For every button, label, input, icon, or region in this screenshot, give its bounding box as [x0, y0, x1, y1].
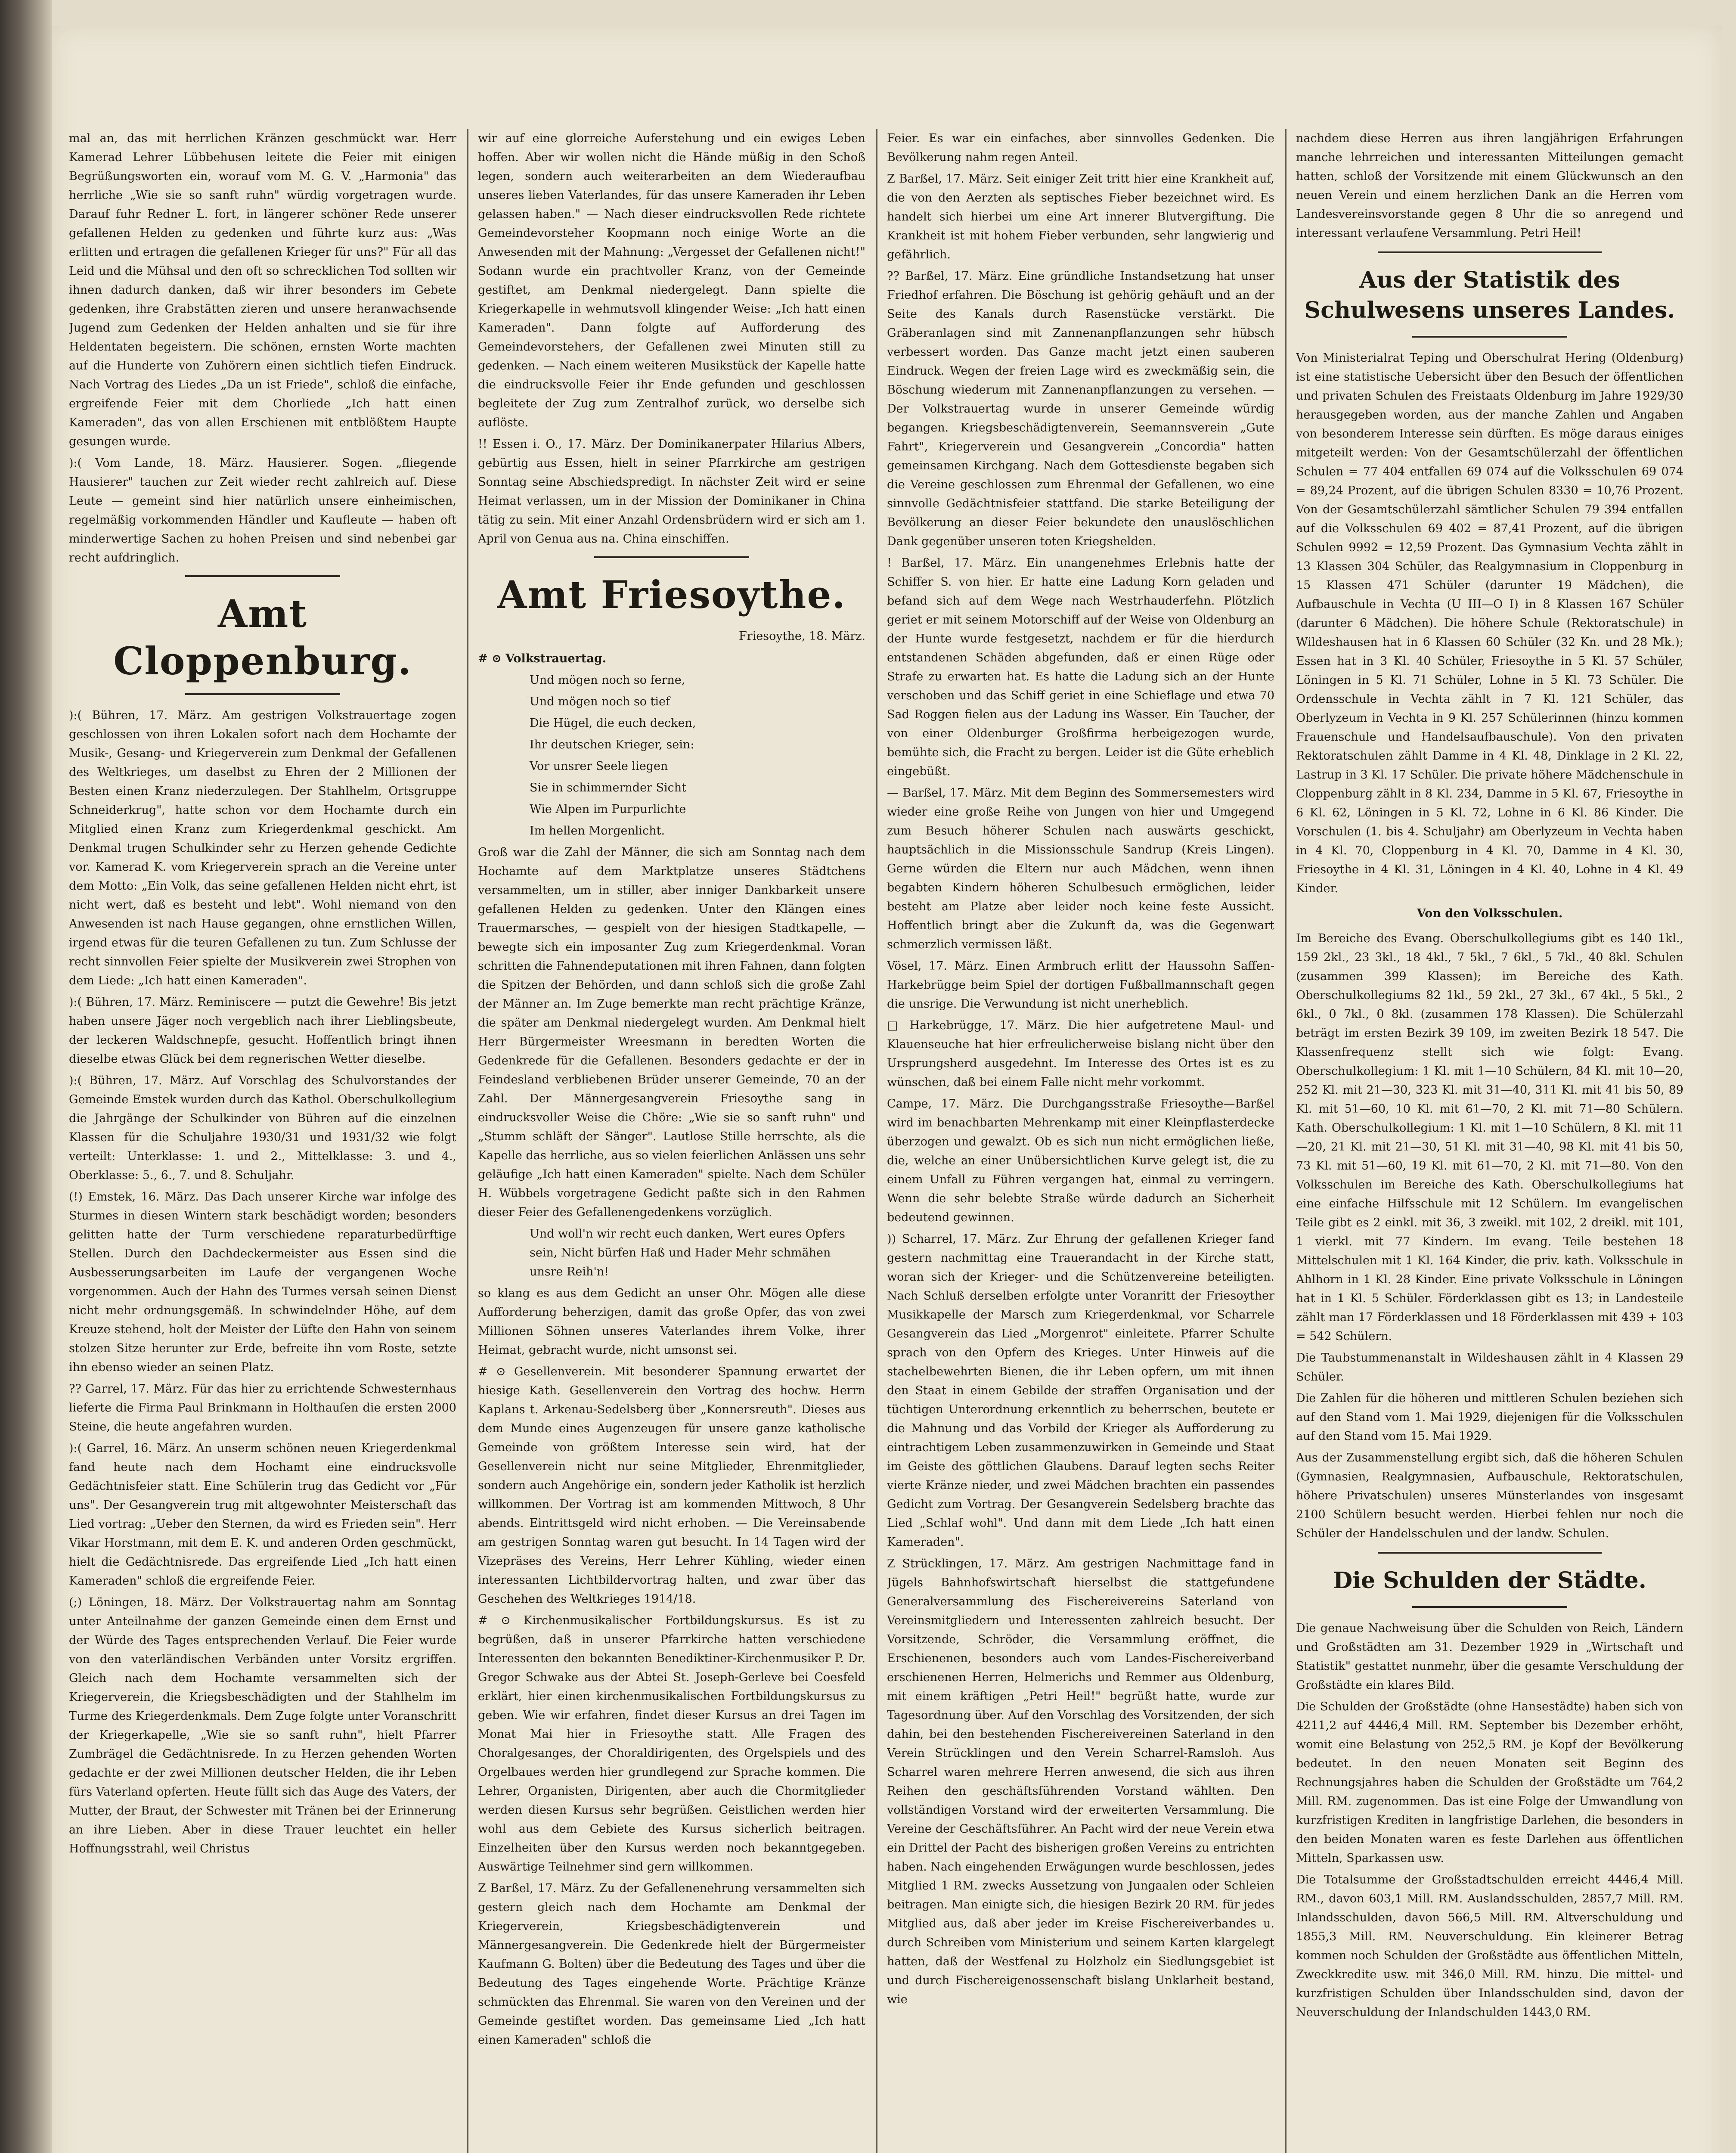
article-paragraph: (!) Emstek, 16. März. Das Dach unserer Kirche war infolge des Sturmes in diesen Wintern stark beschädigt worden; besonders gelitten hatte der Turm verschiedene reparaturbedürftige Stellen. Durch den Dachdeckermeister aus Essen sind die Ausbesserungsarbeiten im Laufe der vergangenen Woche vorgenommen. Auch der Hahn des Turmes versah seinen Dienst nicht mehr ordnungsgemäß. In schwindelnder Höhe, auf dem Kreuze stehend, holt der Meister der Lüfte den Hahn von seinem stolzen Sitze herunter zur Erde, befreite ihn vom Roste, setzte ihn ebenso wieder an seinen Platz.: [69, 1190, 456, 1374]
poem-line: Vor unsrer Seele liegen: [530, 760, 668, 773]
article-paragraph: mal an, das mit herrlichen Kränzen geschmückt war. Herr Kamerad Lehrer Lübbehusen leitete die Feier mit einigen Begrüßungsworten ein, worauf vom M. G. V. „Harmonia" das herrliche „Wie sie so sanft ruhn" würdig vorgetragen wurde. Darauf fuhr Redner L. fort, in längerer schöner Rede unserer gefallenen Helden zu gedenken und führte kurz aus: „Was erlitten und ertragen die gefallenen Krieger für uns?" Für all das Leid und die Mühsal und den oft so schrecklichen Tod sollten wir ihnen dadurch danken, daß wir ihrer besonders im Gebete gedenken, ihre Grabstätten zieren und unsere heranwachsende Jugend zum Gedenken der Helden anhalten und sie für ihre Heldentaten begeistern. Die schönen, ernsten Worte machten auf die Hunderte von Zuhörern einen sichtlich tiefen Eindruck. Nach Vortrag des Liedes „Da un ist Friede", schloß die einfache, ergreifende Feier mit dem Chorliede „Ich hatt einen Kameraden", das von allen Erschienen mit entblößtem Haupte gesungen wurde.: [69, 132, 456, 448]
article-paragraph: Im Bereiche des Evang. Oberschulkollegiums gibt es 140 1kl., 159 2kl., 23 3kl., 18 4kl., 7 5kl., 7 6kl., 5 7kl., 40 8kl. Schulen (zusammen 399 Klassen); im Bereiche des Kath. Oberschulkollegiums 82 1kl., 59 2kl., 27 3kl., 67 4kl., 5 5kl., 2 6kl., 0 7kl., 0 8kl. (zusammen 178 Klassen). Die Schülerzahl beträgt im ersten Bezirk 39 109, im zweiten Bezirk 18 547. Die Klassenfrequenz stellt sich wie folgt: Evang. Oberschulkollegium: 1 Kl. mit 1—10 Schülern, 84 Kl. mit 10—20, 252 Kl. mit 21—30, 323 Kl. mit 31—40, 311 Kl. mit 41 bis 50, 89 Kl. mit 51—60, 10 Kl. mit 61—70, 2 Kl. mit 71—80 Schülern. Kath. Oberschulkollegium: 1 Kl. mit 1—10 Schülern, 8 Kl. mit 11—20, 21 Kl. mit 21—30, 51 Kl. mit 31—40, 98 Kl. mit 41 bis 50, 73 Kl. mit 51—60, 19 Kl. mit 61—70, 2 Kl. mit 71—80. Von den Volksschulen im Bereiche des Kath. Oberschulkollegiums hat eine einfache Hilfsschule mit 12 Schülern. Im evangelischen Teile gibt es 2 einkl. mit 36, 3 zweikl. mit 102, 2 dreikl. mit 101, 1 vierkl. mit 77 Kindern. Im evang. Teile bestehen 18 Mittelschulen mit 1 Kl. 164 Kinder, die priv. kath. Volksschule in Ahlhorn in 1 Kl. 28 Kinder. Eine private Volksschule in Löningen hat in 1 Kl. 5 Schüler. Förderklassen gibt es 13; in Landesteile zählt man 17 Förderklassen und 18 Förderklassen mit 439 + 103 = 542 Schülern.: [1296, 932, 1683, 1343]
separator-rule: [1378, 251, 1602, 253]
separator-rule: [1378, 1552, 1602, 1554]
article-paragraph: # ⊙ Gesellenverein. Mit besonderer Spannung erwartet der hiesige Kath. Gesellenverein den Vortrag des hochw. Herrn Kaplans t. Arkenau-Sedelsberg über „Konnersreuth". Dieses aus dem Munde eines Augenzeugen für unsere ganze katholische Gemeinde von größtem Interesse sein wird, hat der Gesellenverein nicht nur seine Mitglieder, Ehrenmitglieder, sondern auch Angehörige ein, sondern jeder Katholik ist herzlich willkommen. Der Vortrag ist am kommenden Mittwoch, 8 Uhr abends. Eintrittsgeld wird nicht erhoben. — Die Vereinsabende am gestrigen Sonntag waren gut besucht. In 14 Tagen wird der Vizepräses des Vereins, Herr Lehrer Kühling, wieder einen interessanten Lichtbildervortrag halten, und zwar über das Geschehen des Weltkrieges 1914/18.: [478, 1365, 865, 1606]
article-paragraph: ):( Vom Lande, 18. März. Hausierer. Sogen. „fliegende Hausierer" tauchen zur Zeit wieder recht zahlreich auf. Diese Leute — gemeint sind hier natürlich unsere einheimischen, regelmäßig vorkommenden Händler und Kaufleute — haben oft minderwertige Sachen zu hohen Preisen und sind nebenbei gar recht aufdringlich.: [69, 456, 456, 565]
article-paragraph: so klang es aus dem Gedicht an unser Ohr. Mögen alle diese Aufforderung beherzigen, damit das große Opfer, das von zwei Millionen Söhnen unseres Vaterlandes ihrem Volke, ihrer Heimat, gebracht wurde, nicht umsonst sei.: [478, 1287, 865, 1357]
article-subhead: Von den Volksschulen.: [1417, 907, 1563, 920]
separator-rule: [185, 575, 340, 577]
dateline: Friesoythe, 18. März.: [739, 630, 865, 643]
article-paragraph: Feier. Es war ein einfaches, aber sinnvolles Gedenken. Die Bevölkerung nahm regen Anteil.: [887, 132, 1274, 164]
poem-line: Wie Alpen im Purpurlichte: [530, 803, 686, 816]
poem-line: Und mögen noch so ferne,: [530, 673, 685, 687]
article-paragraph: ?? Garrel, 17. März. Für das hier zu errichtende Schwesternhaus lieferte die Firma Paul Brinkmann in Holthauſen die ersten 2000 Steine, die heute angefahren wurden.: [69, 1382, 456, 1433]
poem-line: Und mögen noch so tief: [530, 695, 670, 708]
column-4: [1296, 129, 1683, 2153]
column-3: [887, 129, 1274, 2153]
separator-rule: [1412, 336, 1567, 338]
article-paragraph: )) Scharrel, 17. März. Zur Ehrung der gefallenen Krieger fand gestern nachmittag eine Trauerandacht in der Kirche statt, woran sich der Krieger- und die Schützenvereine beteiligten. Nach Schluß derselben erfolgte unter Voranritt der Friesoyther Musikkapelle der Marsch zum Kriegerdenkmal, vor Scharrele Gesangverein das Lied „Morgenrot" einleitete. Pfarrer Schulte sprach von den Opfern des Krieges. Unter Hinweis auf die stachelbewehrten Bienen, die ihr Leben opfern, um mit ihnen den Staat in einem Gebilde der straffen Organisation und der tüchtigen Unterordnung erkenntlich zu beherrschen, beutete er die Mahnung und das Vorbild der Krieger als Aufforderung zu eintrachtigem Leben zusammenzuwirken in Gemeinde und Staat im Geiste des göttlichen Glaubens. Darauf legten sechs Reiter vierte Kränze nieder, und zwei Mädchen brachten ein passendes Gedicht zum Vortrag. Der Gesangverein Sedelsberg brachte das Lied „Schlaf wohl". Und dann mit dem Liede „Ich hatt einen Kameraden".: [887, 1232, 1274, 1549]
article-paragraph: Von Ministerialrat Teping und Oberschulrat Hering (Oldenburg) ist eine statistische Uebersicht über den Besuch der öffentlichen und privaten Schulen des Freistaats Oldenburg im Jahre 1929/30 herausgegeben worden, aus der manche Zahlen und Angaben von besonderem Interesse sein dürften. Es möge daraus einiges mitgeteilt werden: Von der Gesamtschülerzahl der öffentlichen Schulen = 77 404 entfallen 69 074 auf die Volksschulen 69 074 = 89,24 Prozent, auf die übrigen Schulen 8330 = 10,76 Prozent. Von der Gesamtschülerzahl sämtlicher Schulen 79 394 entfallen auf die Volksschulen 69 402 = 87,41 Prozent, auf die übrigen Schulen 9992 = 12,59 Prozent. Das Gymnasium Vechta zählt in 13 Klassen 304 Schüler, das Realgymnasium in Cloppenburg in 15 Klassen 471 Schüler (darunter 19 Mädchen), die Aufbauschule in Vechta (U III—O I) in 8 Klassen 167 Schüler (darunter 6 Mädchen). Die höhere Schule (Rektoratschule) in Wildeshausen hat in 6 Klassen 60 Schüler (32 Kn. und 28 Mk.); Essen hat in 3 Kl. 40 Schüler, Friesoythe in 5 Kl. 57 Schüler, Löningen in 5 Kl. 71 Schüler, Lohne in 5 Kl. 73 Schüler. Die Ordensschule in Vechta zählt in 7 Kl. 121 Schüler, das Oberlyzeum in Vechta in 9 Kl. 257 Schülerinnen (hinzu kommen Frauenschule und Handelsaufbauschule). Von den privaten Rektoratschulen zählt Damme in 4 Kl. 48, Dinklage in 2 Kl. 22, Lastrup in 3 Kl. 17 Schüler. Die private höhere Mädchenschule in Cloppenburg zählt in 8 Kl. 234, Damme in 5 Kl. 67, Friesoythe in 6 Kl. 62, Löningen in 5 Kl. 72, Lohne in 6 Kl. 86 Kinder. Die Vorschulen (1. bis 4. Schuljahr) am Oberlyzeum in Vechta haben in 4 Kl. 70, Cloppenburg in 4 Kl. 70, Damme in 4 Kl. 30, Friesoythe in 4 Kl. 31, Löningen in 4 Kl. 40, Lohne in 4 Kl. 49 Kinder.: [1296, 351, 1683, 895]
section-heading: Amt Friesoythe.: [497, 572, 846, 617]
article-paragraph: ):( Bühren, 17. März. Am gestrigen Volkstrauertage zogen geschlossen von ihren Lokalen sofort nach dem Hochamte der Musik-, Gesang- und Kriegerverein zum Denkmal der Gefallenen des Weltkrieges, um daselbst zu Ehren der 2 Millionen der Besten einen Kranz niederzulegen. Der Stahlhelm, Ortsgruppe Schneiderkrug", hatte schon vor dem Hochamte durch ein Mitglied einen Kranz zum Kriegerdenkmal geschickt. Am Denkmal trugen Schulkinder sehr zu Herzen gehende Gedichte vor. Kamerad K. vom Kriegerverein sprach an die Vereine unter dem Motto: „Ein Volk, das seine gefallenen Helden nicht ehrt, ist nicht wert, daß es besteht und lebt". Wohl niemand von den Anwesenden ist nach Hause gegangen, ohne ernstlichen Willen, irgend etwas für die teuren Gefallenen zu tun. Zum Schlusse der recht sinnvollen Feier spielte der Musikverein zwei Strophen von dem Liede: „Ich hatt einen Kameraden".: [69, 709, 456, 987]
poem-line: Ihr deutschen Krieger, sein:: [530, 738, 694, 751]
article-paragraph: !! Essen i. O., 17. März. Der Dominikanerpater Hilarius Albers, gebürtig aus Essen, hielt in seiner Pfarrkirche am gestrigen Sonntag seine Abschiedspredigt. In nächster Zeit wird er seine Heimat verlassen, um in der Mission der Dominikaner in China tätig zu sein. Mit einer Anzahl Ordensbrüdern wird er sich am 1. April von Genua aus na. China einschiffen.: [478, 437, 865, 546]
column-2: [478, 129, 865, 2153]
article-paragraph: wir auf eine glorreiche Auferstehung und ein ewiges Leben hoffen. Aber wir wollen nicht die Hände müßig in den Schoß legen, sondern auch weiterarbeiten an dem Wiederaufbau unseres lieben Vaterlandes, für das unsere Kameraden ihr Leben gelassen haben." — Nach dieser eindrucksvollen Rede richtete Gemeindevorsteher Koopmann noch einige Worte an die Anwesenden mit der Mahnung: „Vergesset der Gefallenen nicht!" Sodann wurde ein prachtvoller Kranz, von der Gemeinde gestiftet, am Denkmal niedergelegt. Dann spielte die Kriegerkapelle in wehmutsvoll klingender Weise: „Ich hatt einen Kameraden". Dann folgte auf Aufforderung des Gemeindevorstehers, der Gefallenen zwei Minuten still zu gedenken. — Nach einem weiteren Musikstück der Kapelle hatte die eindrucksvolle Feier ihr Ende gefunden und geschlossen begleitete der Zug zum Zentralhof zurück, wo derselbe sich auflöste.: [478, 132, 865, 429]
section-heading: Amt Cloppenburg.: [113, 591, 412, 683]
article-paragraph: Vösel, 17. März. Einen Armbruch erlitt der Haussohn Saffen-Harkebrügge beim Spiel der dortigen Fußballmannschaft gegen die unsrige. Die Verwundung ist nicht unerheblich.: [887, 959, 1274, 1011]
article-paragraph: — Barßel, 17. März. Mit dem Beginn des Sommersemesters wird wieder eine große Reihe von Jungen von hier und Umgegend zum Besuch höherer Schulen nach auswärts geschickt, hauptsächlich in die Missionsschule Sandrup (Kreis Lingen). Gerne würden die Eltern nur auch Mädchen, wenn ihnen begabten Kindern höheren Schulbesuch ermöglichen, leider besteht am Platze aber leider noch keine feste Aussicht. Hoffentlich bringt aber die Zukunft da, was die Gegenwart schmerzlich vermissen läßt.: [887, 786, 1274, 951]
article-paragraph: Z Barßel, 17. März. Zu der Gefallenenehrung versammelten sich gestern gleich nach dem Hochamte am Denkmal der Kriegerverein, Kriegsbeschädigtenverein und Männergesangverein. Die Gedenkrede hielt der Bürgermeister Kaufmann G. Bolten) über die Bedeutung des Tages und über die Bedeutung des Tages eingehende Worte. Prächtige Kränze schmückten das Ehrenmal. Sie waren von den Vereinen und der Gemeinde gestiftet worden. Das gemeinsame Lied „Ich hatt einen Kameraden" schloß die: [478, 1882, 865, 2047]
section-heading: Aus der Statistik des Schulwesens unseres Landes.: [1304, 267, 1675, 323]
article-paragraph: ):( Garrel, 16. März. An unserm schönen neuen Kriegerdenkmal fand heute nach dem Hochamt eine eindrucksvolle Gedächtnisfeier statt. Eine Schülerin trug das Gedicht vor „Für uns". Der Gesangverein trug mit altgewohnter Meisterschaft das Lied vortrag: „Ueber den Sternen, da wird es Frieden sein". Herr Vikar Horstmann, mit dem E. K. und anderen Orden geschmückt, hielt die Gedächtnisrede. Das ergreifende Lied „Ich hatt einen Kameraden" schloß die ergreifende Feier.: [69, 1442, 456, 1588]
article-subhead: # ⊙ Volkstrauertag.: [478, 652, 607, 665]
article-paragraph: Groß war die Zahl der Männer, die sich am Sonntag nach dem Hochamte auf dem Marktplatze unseres Städtchens versammelten, um in stiller, aber inniger Dankbarkeit unsere gefallenen Helden zu gedenken. Unter den Klängen eines Trauermarsches, — gespielt von der hiesigen Stadtkapelle, — bewegte sich ein imposanter Zug zum Kriegerdenkmal. Voran schritten die Fahnendeputationen mit ihren Fahnen, dann folgten die Spitzen der Behörden, und dann schloß sich die große Zahl der Männer an. Im Zuge bemerkte man recht prächtige Kränze, die später am Denkmal niedergelegt wurden. Am Denkmal hielt Herr Bürgermeister Wreesmann in beredten Worten die Gedenkrede für die Gefallenen. Besonders gedachte er der in Feindesland verbliebenen Brüder unserer Gemeinde, 70 an der Zahl. Der Männergesangverein Friesoythe sang in eindrucksvoller Weise die Chöre: „Wie sie so sanft ruhn" und „Stumm schläft der Sänger". Lautlose Stille herrschte, als die Kapelle das herrliche, aus so vielen feierlichen Anlässen uns sehr geläufige „Ich hatt einen Kameraden" spielte. Nach dem Schüler H. Wübbels vorgetragene Gedicht paßte sich in den Rahmen dieser Feier des Gefallenengedenkens vorzüglich.: [478, 846, 865, 1219]
poem-line: Sie in schimmernder Sicht: [530, 781, 687, 794]
article-paragraph: Aus der Zusammenstellung ergibt sich, daß die höheren Schulen (Gymnasien, Realgymnasien, Aufbauschule, Rektoratschulen, höhere Privatschulen) unseres Münsterlandes von insgesamt 2100 Schülern besucht werden. Hierbei fehlen nur noch die Schüler der Handelsschulen und der landw. Schulen.: [1296, 1451, 1683, 1540]
article-paragraph: (;) Löningen, 18. März. Der Volkstrauertag nahm am Sonntag unter Anteilnahme der ganzen Gemeinde einen dem Ernst und der Würde des Tages entsprechenden Verlauf. Die Feier wurde von den vaterländischen Verbänden unter Vorsitz ergriffen. Gleich nach dem Hochamte versammelten sich der Kriegerverein, die Kriegsbeschädigten und der Stahlhelm im Turme des Kriegerdenkmals. Dem Zuge folgte unter Voranschritt der Kriegerkapelle, „Wie sie so sanft ruhn", hielt Pfarrer Zumbrägel die Gedächtnisrede. In zu Herzen gehenden Worten gedachte er der zwei Millionen deutscher Helden, die ihr Leben fürs Vaterland opferten. Heute füllt sich das Auge des Vaters, der Mutter, der Braut, der Schwester mit Tränen bei der Erinnerung an ihre Lieben. Aber in diese Trauer leuchtet ein heller Hoffnungsstrahl, weil Christus: [69, 1596, 456, 1855]
article-paragraph: Z Barßel, 17. März. Seit einiger Zeit tritt hier eine Krankheit auf, die von den Aerzten als septisches Fieber bezeichnet wird. Es handelt sich hierbei um eine Art innerer Blutvergiftung. Die Krankheit ist mit hohem Fieber verbunden, sehr langwierig und gefährlich.: [887, 172, 1274, 261]
poem-line: Im hellen Morgenlicht.: [530, 824, 665, 838]
column-rule: [876, 129, 877, 2153]
binding-shadow: [0, 0, 52, 2153]
poem-line: Die Hügel, die euch decken,: [530, 717, 696, 730]
article-paragraph: ?? Barßel, 17. März. Eine gründliche Instandsetzung hat unser Friedhof erfahren. Die Böschung ist gehörig gehäuft und an der Seite des Kanals durch Rasenstücke verstärkt. Die Gräberanlagen sind mit Zannenanpflanzungen sehr hübsch verbessert worden. Das Ganze macht jetzt einen sauberen Eindruck. Wegen der freien Lage wird es zweckmäßig sein, die Böschung wiederum mit Zannenanpflanzungen zu versehen. — Der Volkstrauertag wurde in unserer Gemeinde würdig begangen. Kriegsbeschädigtenverein, Seemannsverein „Gute Fahrt", Kriegerverein und Gesangverein „Concordia" hatten gemeinsamen Kirchgang. Nach dem Gottesdienste begaben sich die Vereine geschlossen zum Ehrenmal der Gefallenen, wo eine sinnvolle Gedächtnisfeier stattfand. Die starke Beteiligung der Bevölkerung an dieser Feier bekundete den unauslöschlichen Dank gegenüber unseren toten Kriegshelden.: [887, 270, 1274, 548]
article-paragraph: Die Taubstummenanstalt in Wildeshausen zählt in 4 Klassen 29 Schüler.: [1296, 1351, 1683, 1384]
article-paragraph: ! Barßel, 17. März. Ein unangenehmes Erlebnis hatte der Schiffer S. von hier. Er hatte eine Ladung Korn geladen und befand sich auf dem Wege nach Westrhauderfehn. Plötzlich geriet er mit seinem Motorschiff auf der Weise von Oldenburg an der Hunte wurde festgesetzt, nachdem er für die hierdurch entstandenen Schäden abgefunden, daß er einen Rüge oder Strafe zu erwarten hat. Es hatte die Ladung sich an der Hunte verschoben und das Schiff geriet in eine Schieflage und etwa 70 Sad Roggen fielen aus der Ladung ins Wasser. Ein Taucher, der von einer Oldenburger Großfirma herbeigezogen wurde, bemühte sich, die Fracht zu bergen. Leider ist die Güte erheblich eingebüßt.: [887, 556, 1274, 778]
article-paragraph: □ Harkebrügge, 17. März. Die hier aufgetretene Maul- und Klauenseuche hat hier erfreulicherweise bislang nicht über den Ursprungsherd ausgedehnt. Im Interesse des Ortes ist es zu wünschen, daß bei einem Falle nicht mehr vorkommt.: [887, 1019, 1274, 1089]
article-paragraph: ):( Bühren, 17. März. Auf Vorschlag des Schulvorstandes der Gemeinde Emstek wurden durch das Kathol. Oberschulkollegium die Jahrgänge der Schulkinder von Bühren auf die einzelnen Klassen für die Schuljahre 1930/31 und 1931/32 wie folgt verteilt: Unterklasse: 1. und 2., Mittelklasse: 3. und 4., Oberklasse: 5., 6., 7. und 8. Schuljahr.: [69, 1074, 456, 1182]
column-rule: [467, 129, 468, 2153]
article-paragraph: Campe, 17. März. Die Durchgangsstraße Friesoythe—Barßel wird im benachbarten Mehrenkamp mit einer Kleinpflasterdecke überzogen und gewalzt. Ob es sich nun nicht ermöglichen ließe, die, welche an einer Unübersichtlichen Kurve gelegt ist, die zu einem Unfall zu Führen vergangen hat, einmal zu verringern. Wenn die sehr belebte Straße würde dadurch an Sicherheit bedeutend gewinnen.: [887, 1097, 1274, 1224]
article-paragraph: Die Zahlen für die höheren und mittleren Schulen beziehen sich auf den Stand vom 1. Mai 1929, diejenigen für die Volksschulen auf den Stand vom 15. Mai 1929.: [1296, 1392, 1683, 1443]
article-paragraph: Die genaue Nachweisung über die Schulden von Reich, Ländern und Großstädten am 31. Dezember 1929 in „Wirtschaft und Statistik" gestattet nunmehr, über die gesamte Verschuldung der Großstädte ein klares Bild.: [1296, 1622, 1683, 1692]
article-paragraph: nachdem diese Herren aus ihren langjährigen Erfahrungen manche lehrreichen und interessanten Mitteilungen gemacht hatten, schloß der Vorsitzende mit einem Glückwunsch an den neuen Verein und einem herzlichen Dank an die Herren vom Landesvereinsvorstande gegen 8 Uhr die so anregend und interessant verlaufene Versammlung. Petri Heil!: [1296, 132, 1683, 240]
article-paragraph: ):( Bühren, 17. März. Reminiscere — putzt die Gewehre! Bis jetzt haben unsere Jäger noch vergeblich nach ihrer Lieblingsbeute, der leckeren Waldschnepfe, gesucht. Hoffentlich bringt ihnen dieselbe etwas Glück bei dem regnerischen Wetter dieselbe.: [69, 996, 456, 1066]
separator-rule: [594, 556, 749, 558]
separator-rule: [1412, 1606, 1567, 1608]
section-heading: Die Schulden der Städte.: [1333, 1567, 1646, 1594]
article-paragraph: Z Strücklingen, 17. März. Am gestrigen Nachmittage fand in Jügels Bahnhofswirtschaft hierselbst die stattgefundene Generalversammlung des Fischereivereins Saterland von Vereinsmitgliedern und Interessenten zahlreich besucht. Der Vorsitzende, Schröder, die Versammlung eröffnet, die Erschienenen, besonders auch vom Landes-Fischereiverband erschienenen Herren, Helmerichs und Remmer aus Oldenburg, mit einem kräftigen „Petri Heil!" begrüßt hatte, wurde zur Tagesordnung über. Auf den Vorschlag des Vorsitzenden, der sich dahin, bei den bestehenden Fischereivereinen Saterland in den Verein Strücklingen und den Verein Scharrel-Ramsloh. Aus Scharrel waren mehrere Herren anwesend, die sich aus ihren Reihen den geschäftsführenden Vorstand wählten. Den vollständigen Vorstand wird der erweiterten Versammlung. Die Vereine der Geschäftsführer. An Pacht wird der neue Verein etwa ein Drittel der Pacht des bisherigen großen Vereins zu entrichten haben. Nach eingehenden Erwägungen wurde beschlossen, jedes Mitglied 1 RM. zwecks Aussetzung von Jungaalen oder Schleien beitragen. Man einigte sich, die hiesigen Bezirk 20 RM. für jedes Mitglied aus, daß aber jeder im Kreise Fischereiverbandes u. durch Schreiben vom Ministerium und seinem Karten klargelegt hatten, daß der Westfenal zu Holzholz ein Siedlungsgebiet ist und durch Fischereigenossenschaft bislang Unklarheit bestand, wie: [887, 1557, 1274, 2006]
column-rule: [1285, 129, 1286, 2153]
article-paragraph: Die Schulden der Großstädte (ohne Hansestädte) haben sich von 4211,2 auf 4446,4 Mill. RM. September bis Dezember erhöht, womit eine Belastung von 252,5 RM. je Kopf der Bevölkerung bedeutet. In den neuen Monaten seit Beginn des Rechnungsjahres haben die Schulden der Großstädte um 764,2 Mill. RM. zugenommen. Das ist eine Folge der Umwandlung von kurzfristigen Krediten in langfristige Darlehen, die besonders in den beiden Monaten waren es feste Darlehen aus öffentlichen Mitteln, Sparkassen usw.: [1296, 1700, 1683, 1865]
column-1: [69, 129, 456, 2153]
article-paragraph: # ⊙ Kirchenmusikalischer Fortbildungskursus. Es ist zu begrüßen, daß in unserer Pfarrkirche hatten verschiedene Interessenten den bekannten Benediktiner-Kirchenmusiker P. Dr. Gregor Schwake aus der Abtei St. Joseph-Gerleve bei Coesfeld erklärt, hier einen kirchenmusikalischen Fortbildungskursus zu geben. Wie wir erfahren, findet dieser Kursus an drei Tagen im Monat Mai hier in Friesoythe statt. Alle Fragen des Choralgesanges, der Choraldirigenten, des Orgelspiels und des Orgelbaues werden hier grundlegend zur Sprache kommen. Die Lehrer, Organisten, Dirigenten, aber auch die Chormitglieder werden diesen Kursus sehr begrüßen. Geistlichen werden hier wohl aus dem Gebiete des Kursus sicherlich beitragen. Einzelheiten über den Kursus werden noch bekanntgegeben. Auswärtige Teilnehmer sind gern willkommen.: [478, 1614, 865, 1874]
article-paragraph: Die Totalsumme der Großstadtschulden erreicht 4446,4 Mill. RM., davon 603,1 Mill. RM. Auslandsschulden, 2857,7 Mill. RM. Inlandsschulden, davon 566,5 Mill. RM. Altverschuldung und 1855,3 Mill. RM. Neuverschuldung. Ein kleinerer Betrag kommen noch Schulden der Großstädte aus öffentlichen Mitteln, Zweckkredite usw. mit 346,0 Mill. RM. hinzu. Die mittel- und kurzfristigen Schulden über Inlandsschulden sind, davon der Neuverschuldung der Inlandschulden 1443,0 RM.: [1296, 1873, 1683, 2019]
poem-stanza: Und woll'n wir recht euch danken, Wert eures Opfers sein, Nicht bürfen Haß und Hader Mehr schmähen unsre Reih'n!: [530, 1227, 845, 1278]
separator-rule: [185, 693, 340, 695]
